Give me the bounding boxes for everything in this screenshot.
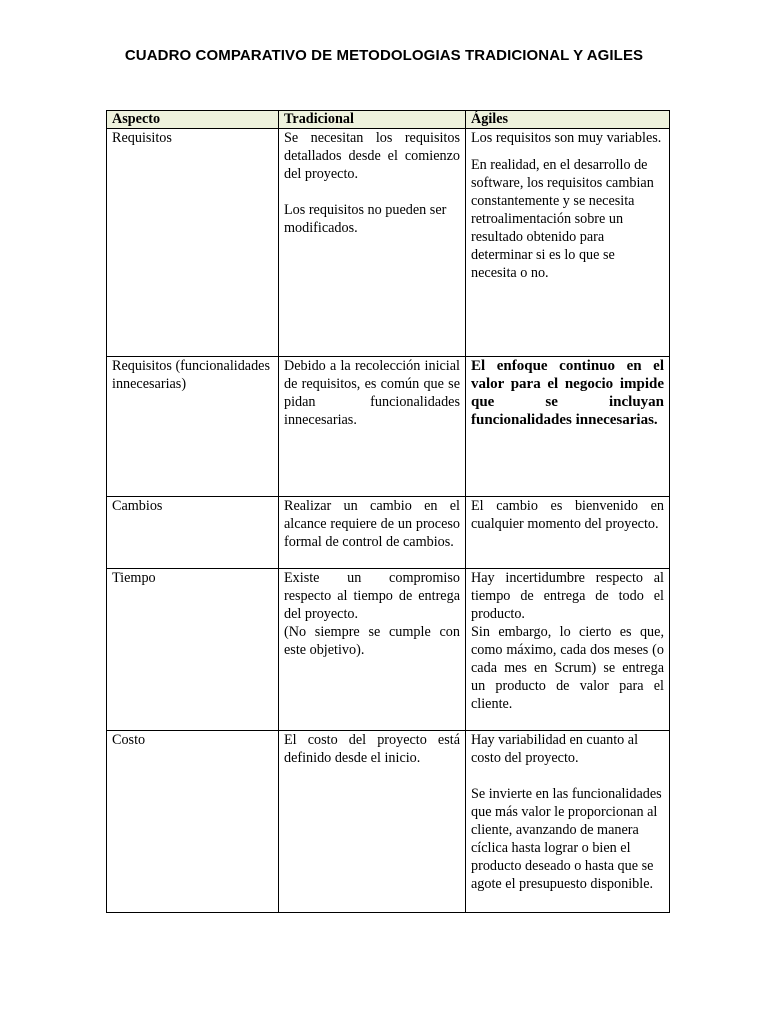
- agile-cell: [466, 129, 670, 357]
- traditional-text: El costo del proyecto está definido desde el inicio.: [284, 732, 460, 766]
- comparison-table: [106, 110, 670, 913]
- aspect-cell: Requisitos (funcionalidades innecesarias): [107, 357, 279, 497]
- agile-text: Se invierte en las funcionalidades que más valor le proporcionan al cliente, avanzando de manera cíclica hasta lograr o bien el producto deseado o hasta que se agote el presupuesto disponible.: [471, 786, 662, 892]
- table-row: [107, 497, 670, 569]
- header-aspecto: Aspecto: [107, 111, 279, 129]
- agile-text: El cambio es bienvenido en cualquier momento del proyecto.: [471, 498, 664, 532]
- aspect-cell: Tiempo: [107, 569, 279, 731]
- traditional-cell: [279, 129, 466, 357]
- traditional-cell: [279, 357, 466, 497]
- agile-cell: [466, 731, 670, 913]
- table-row: [107, 357, 670, 497]
- table-row: [107, 731, 670, 913]
- traditional-text: Los requisitos no pueden ser modificados.: [284, 202, 447, 236]
- traditional-text: Debido a la recolección inicial de requisitos, es común que se pidan funcionalidades innecesarias.: [284, 358, 460, 428]
- traditional-text: (No siempre se cumple con este objetivo).: [284, 624, 460, 658]
- agile-cell: [466, 497, 670, 569]
- traditional-cell: [279, 497, 466, 569]
- agile-text: Hay variabilidad en cuanto al costo del proyecto.: [471, 732, 639, 766]
- agile-cell: [466, 357, 670, 497]
- table-header-row: [107, 111, 670, 129]
- table-row: [107, 129, 670, 357]
- agile-text: Los requisitos son muy variables.: [471, 130, 662, 146]
- document-title: CUADRO COMPARATIVO DE METODOLOGIAS TRADICIONAL Y AGILES: [124, 47, 644, 64]
- agile-text: En realidad, en el desarrollo de software, los requisitos cambian constantemente y se necesita retroalimentación sobre un resultado obtenido para determinar si es lo que se necesita o no.: [471, 157, 654, 281]
- traditional-text: Realizar un cambio en el alcance requiere de un proceso formal de control de cambios.: [284, 498, 460, 550]
- header-agiles: Ágiles: [466, 111, 670, 129]
- agile-text: Sin embargo, lo cierto es que, como máximo, cada dos meses (o cada mes en Scrum) se entrega un producto de valor para el cliente.: [471, 624, 664, 712]
- traditional-cell: [279, 569, 466, 731]
- aspect-cell: Costo: [107, 731, 279, 913]
- traditional-text: Existe un compromiso respecto al tiempo de entrega del proyecto.: [284, 570, 460, 622]
- header-tradicional: Tradicional: [279, 111, 466, 129]
- agile-cell: [466, 569, 670, 731]
- agile-text: Hay incertidumbre respecto al tiempo de entrega de todo el producto.: [471, 570, 664, 622]
- aspect-cell: Cambios: [107, 497, 279, 569]
- traditional-cell: [279, 731, 466, 913]
- traditional-text: Se necesitan los requisitos detallados desde el comienzo del proyecto.: [284, 130, 460, 182]
- table-row: [107, 569, 670, 731]
- aspect-cell: Requisitos: [107, 129, 279, 357]
- agile-text: El enfoque continuo en el valor para el negocio impide que se incluyan funcionalidades innecesarias.: [471, 358, 664, 428]
